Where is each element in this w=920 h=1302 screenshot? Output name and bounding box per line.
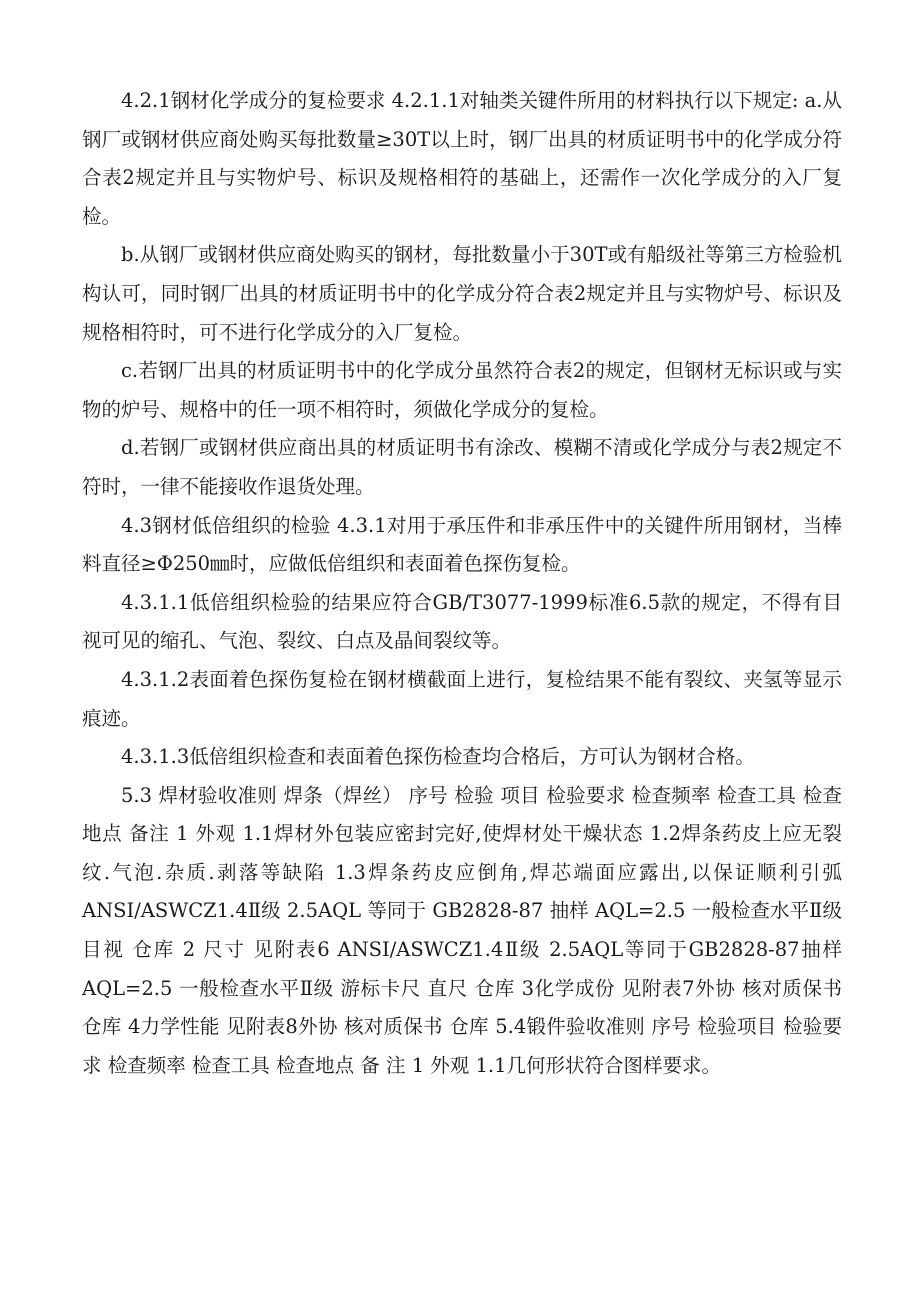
paragraph-5-3: 5.3 焊材验收准则 焊条（焊丝） 序号 检验 项目 检验要求 检查频率 检查工具 检查 地点 备注 1 外观 1.1焊材外包装应密封完好,使焊材处干燥状态 1.2焊条药皮上应无裂纹.气泡.杂质.剥落等缺陷 1.3焊条药皮应倒角,焊芯端面应露出,以保证顺利引弧 ANSI/ASWCZ1.4Ⅱ级 2.5AQL 等同于 GB2828-87 抽样 AQL=2.5 一般检查水平Ⅱ级 目视 仓库 2 尺寸 见附表6 ANSI/ASWCZ1.4Ⅱ级 2.5AQL等同于GB2828-87抽样 AQL=2.5 一般检查水平Ⅱ级 游标卡尺 直尺 仓库 3化学成份 见附表7外协 核对质保书 仓库 4力学性能 见附表8外协 核对质保书 仓库 5.4锻件验收准则 序号 检验项目 检验要求 检查频率 检查工具 检查地点 备 注 1 外观 1.1几何形状符合图样要求。: [82, 783, 842, 1077]
paragraph-c: c.若钢厂出具的材质证明书中的化学成分虽然符合表2的规定，但钢材无标识或与实物的炉号、规格中的任一项不相符时，须做化学成分的复检。: [82, 359, 842, 421]
paragraph-d: d.若钢厂或钢材供应商出具的材质证明书有涂改、模糊不清或化学成分与表2规定不符时，一律不能接收作退货处理。: [82, 436, 842, 498]
paragraph-4-2-1: 4.2.1钢材化学成分的复检要求 4.2.1.1对轴类关键件所用的材料执行以下规定: a.从钢厂或钢材供应商处购买每批数量≥30T以上时，钢厂出具的材质证明书中的化学成分符合表2规定并且与实物炉号、标识及规格相符的基础上，还需作一次化学成分的入厂复检。: [82, 89, 842, 228]
paragraph-4-3-1-1: 4.3.1.1低倍组织检验的结果应符合GB/T3077-1999标准6.5款的规定，不得有目视可见的缩孔、气泡、裂纹、白点及晶间裂纹等。: [82, 590, 842, 653]
paragraph-b: b.从钢厂或钢材供应商处购买的钢材，每批数量小于30T或有船级社等第三方检验机构认可，同时钢厂出具的材质证明书中的化学成分符合表2规定并且与实物炉号、标识及规格相符时，可不进行化学成分的入厂复检。: [82, 243, 842, 344]
paragraph-4-3-1-3: 4.3.1.3低倍组织检查和表面着色探伤检查均合格后，方可认为钢材合格。: [121, 745, 755, 769]
paragraph-4-3-1-2: 4.3.1.2表面着色探伤复检在钢材横截面上进行，复检结果不能有裂纹、夹氢等显示痕迹。: [82, 667, 842, 730]
document-body: [82, 82, 842, 1085]
paragraph-4-3: 4.3钢材低倍组织的检验 4.3.1对用于承压件和非承压件中的关键件所用钢材，当棒料直径≥Φ250㎜时，应做低倍组织和表面着色探伤复检。: [82, 513, 842, 576]
